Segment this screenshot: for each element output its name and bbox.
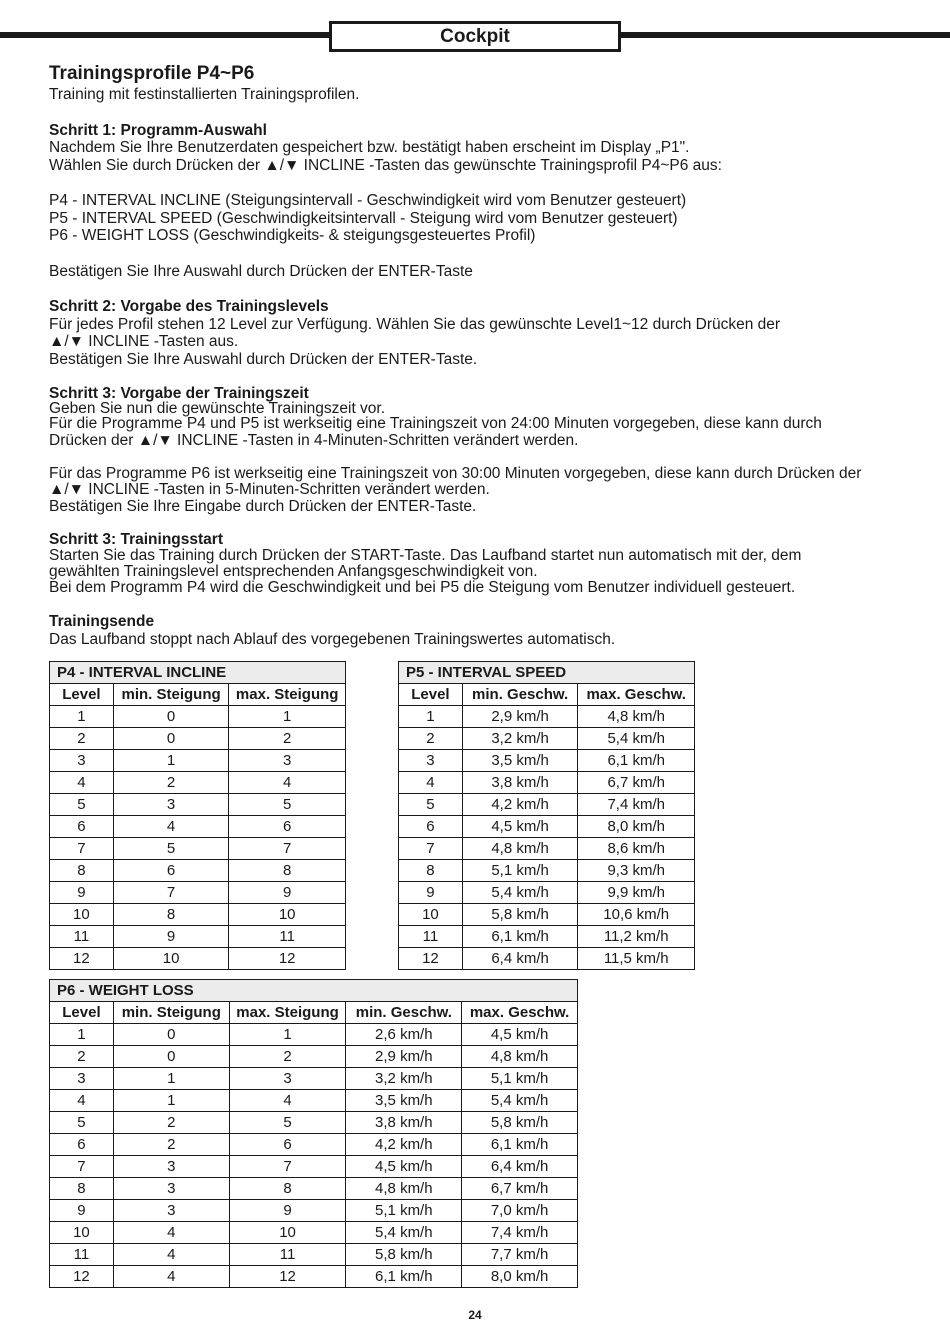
table-cell: 1 bbox=[113, 750, 229, 772]
table-cell: 4,5 km/h bbox=[462, 816, 578, 838]
table-row bbox=[50, 904, 346, 926]
table-cell: 4,2 km/h bbox=[346, 1134, 462, 1156]
step3-heading: Schritt 3: Vorgabe der Trainingszeit bbox=[49, 385, 309, 402]
table-cell: 7 bbox=[399, 838, 463, 860]
table-row bbox=[399, 794, 695, 816]
table-cell: 9 bbox=[399, 882, 463, 904]
table-cell: 3 bbox=[113, 1200, 229, 1222]
table-cell: 4 bbox=[113, 1244, 229, 1266]
table-cell: 10 bbox=[399, 904, 463, 926]
column-header: max. Steigung bbox=[229, 684, 346, 706]
table-caption: P4 - INTERVAL INCLINE bbox=[50, 662, 346, 684]
table-cell: 9 bbox=[229, 1200, 346, 1222]
table-row bbox=[50, 772, 346, 794]
table-cell: 1 bbox=[113, 1090, 229, 1112]
table-row bbox=[50, 926, 346, 948]
table-cell: 10,6 km/h bbox=[578, 904, 695, 926]
table-cell: 3 bbox=[50, 750, 114, 772]
table-cell: 10 bbox=[50, 1222, 114, 1244]
table-cell: 5,1 km/h bbox=[462, 860, 578, 882]
table-row bbox=[399, 838, 695, 860]
table-cell: 7 bbox=[113, 882, 229, 904]
table-cell: 8 bbox=[229, 1178, 346, 1200]
table-cell: 4 bbox=[113, 1222, 229, 1244]
table-cell: 6,7 km/h bbox=[462, 1178, 578, 1200]
table-cell: 12 bbox=[399, 948, 463, 970]
table-p6-weight-loss bbox=[49, 979, 578, 1288]
program-p4-description: P4 - INTERVAL INCLINE (Steigungsintervall - Geschwindigkeit wird vom Benutzer gesteuert) bbox=[49, 192, 687, 209]
table-cell: 7,0 km/h bbox=[462, 1200, 578, 1222]
column-header: min. Geschw. bbox=[462, 684, 578, 706]
table-cell: 12 bbox=[229, 948, 346, 970]
page-number: 24 bbox=[468, 1308, 482, 1322]
table-cell: 9 bbox=[50, 882, 114, 904]
table-cell: 2 bbox=[50, 1046, 114, 1068]
table-row bbox=[399, 904, 695, 926]
table-cell: 11,5 km/h bbox=[578, 948, 695, 970]
table-cell: 10 bbox=[50, 904, 114, 926]
table-cell: 0 bbox=[113, 706, 229, 728]
table-cell: 3 bbox=[50, 1068, 114, 1090]
table-cell: 9 bbox=[50, 1200, 114, 1222]
table-cell: 3,5 km/h bbox=[462, 750, 578, 772]
table-cell: 5,4 km/h bbox=[462, 1090, 578, 1112]
table-row bbox=[399, 816, 695, 838]
main-content bbox=[49, 62, 909, 648]
table-cell: 0 bbox=[113, 728, 229, 750]
column-header: min. Geschw. bbox=[346, 1002, 462, 1024]
table-row bbox=[50, 1090, 578, 1112]
table-row bbox=[50, 838, 346, 860]
column-header: max. Geschw. bbox=[578, 684, 695, 706]
step1-heading: Schritt 1: Programm-Auswahl bbox=[49, 121, 267, 139]
table-cell: 11 bbox=[229, 926, 346, 948]
table-cell: 8,0 km/h bbox=[578, 816, 695, 838]
table-cell: 7 bbox=[229, 838, 346, 860]
table-cell: 5 bbox=[50, 1112, 114, 1134]
table-cell: 2 bbox=[113, 1112, 229, 1134]
table-row bbox=[50, 1200, 578, 1222]
table-cell: 11 bbox=[399, 926, 463, 948]
table-cell: 6 bbox=[229, 816, 346, 838]
step4-text: Starten Sie das Training durch Drücken der START-Taste. Das Laufband startet nun automatisch mit der, dem bbox=[49, 547, 802, 564]
table-cell: 3 bbox=[113, 1156, 229, 1178]
table-cell: 3,8 km/h bbox=[346, 1112, 462, 1134]
table-cell: 4 bbox=[399, 772, 463, 794]
table-cell: 8 bbox=[50, 1178, 114, 1200]
table-row bbox=[50, 948, 346, 970]
table-row bbox=[50, 1244, 578, 1266]
step3-text: Für das Programme P6 ist werkseitig eine Trainingszeit von 30:00 Minuten vorgegeben, diese kann durch Drücken der bbox=[49, 465, 862, 482]
page-subtitle: Training mit festinstallierten Trainingsprofilen. bbox=[49, 86, 360, 103]
table-cell: 7,7 km/h bbox=[462, 1244, 578, 1266]
table-row bbox=[399, 860, 695, 882]
table-p5-interval-speed bbox=[398, 661, 695, 970]
step3-text: Drücken der ▲/▼ INCLINE -Tasten in 4-Minuten-Schritten verändert werden. bbox=[49, 432, 579, 449]
table-cell: 5,8 km/h bbox=[346, 1244, 462, 1266]
table-cell: 4 bbox=[229, 772, 346, 794]
table-cell: 4 bbox=[50, 772, 114, 794]
table-cell: 1 bbox=[50, 1024, 114, 1046]
table-cell: 2 bbox=[399, 728, 463, 750]
table-cell: 8,0 km/h bbox=[462, 1266, 578, 1288]
table-row bbox=[50, 794, 346, 816]
table-cell: 11 bbox=[50, 1244, 114, 1266]
table-cell: 8 bbox=[113, 904, 229, 926]
table-row bbox=[50, 706, 346, 728]
step1-text: Wählen Sie durch Drücken der ▲/▼ INCLINE -Tasten das gewünschte Trainingsprofil P4~P6 aus: bbox=[49, 156, 722, 174]
table-cell: 1 bbox=[229, 706, 346, 728]
column-header: Level bbox=[50, 684, 114, 706]
section-title: Cockpit bbox=[440, 25, 510, 47]
table-cell: 1 bbox=[399, 706, 463, 728]
table-row bbox=[50, 1046, 578, 1068]
table-cell: 10 bbox=[113, 948, 229, 970]
table-cell: 4,8 km/h bbox=[578, 706, 695, 728]
table-cell: 4 bbox=[113, 1266, 229, 1288]
table-row bbox=[50, 750, 346, 772]
step3-text: Bestätigen Sie Ihre Eingabe durch Drücken der ENTER-Taste. bbox=[49, 498, 477, 515]
table-cell: 4,8 km/h bbox=[346, 1178, 462, 1200]
step4-heading: Schritt 3: Trainingsstart bbox=[49, 531, 223, 548]
table-cell: 4 bbox=[229, 1090, 346, 1112]
table-cell: 2 bbox=[113, 772, 229, 794]
table-row bbox=[50, 860, 346, 882]
table-cell: 6 bbox=[50, 1134, 114, 1156]
table-cell: 6,1 km/h bbox=[462, 926, 578, 948]
step4-text: gewählten Trainingslevel entsprechenden Anfangsgeschwindigkeit von. bbox=[49, 563, 538, 580]
table-row bbox=[399, 728, 695, 750]
table-cell: 3 bbox=[229, 750, 346, 772]
program-p6-description: P6 - WEIGHT LOSS (Geschwindigkeits- & steigungsgesteuertes Profil) bbox=[49, 227, 536, 244]
step2-text: Bestätigen Sie Ihre Auswahl durch Drücken der ENTER-Taste. bbox=[49, 350, 478, 368]
table-caption: P6 - WEIGHT LOSS bbox=[50, 980, 578, 1002]
table-cell: 2 bbox=[229, 1046, 346, 1068]
table-row bbox=[399, 926, 695, 948]
table-cell: 8,6 km/h bbox=[578, 838, 695, 860]
table-cell: 4,5 km/h bbox=[346, 1156, 462, 1178]
table-cell: 11,2 km/h bbox=[578, 926, 695, 948]
column-header: max. Geschw. bbox=[462, 1002, 578, 1024]
table-cell: 5,4 km/h bbox=[346, 1222, 462, 1244]
table-cell: 6,7 km/h bbox=[578, 772, 695, 794]
table-cell: 2,6 km/h bbox=[346, 1024, 462, 1046]
step2-text: ▲/▼ INCLINE -Tasten aus. bbox=[49, 333, 239, 350]
step3-text: Geben Sie nun die gewünschte Trainingszeit vor. bbox=[49, 400, 386, 417]
table-cell: 4,2 km/h bbox=[462, 794, 578, 816]
table-row bbox=[50, 1156, 578, 1178]
table-cell: 0 bbox=[113, 1046, 229, 1068]
step3-text: ▲/▼ INCLINE -Tasten in 5-Minuten-Schritten verändert werden. bbox=[49, 481, 490, 498]
table-cell: 3 bbox=[113, 794, 229, 816]
table-cell: 4,8 km/h bbox=[462, 1046, 578, 1068]
step2-heading: Schritt 2: Vorgabe des Trainingslevels bbox=[49, 298, 329, 315]
table-cell: 5 bbox=[229, 1112, 346, 1134]
table-cell: 3 bbox=[399, 750, 463, 772]
section-title-box bbox=[329, 21, 621, 52]
table-cell: 8 bbox=[229, 860, 346, 882]
table-cell: 6 bbox=[229, 1134, 346, 1156]
table-cell: 1 bbox=[229, 1024, 346, 1046]
table-row bbox=[50, 1024, 578, 1046]
table-cell: 5,1 km/h bbox=[462, 1068, 578, 1090]
table-row bbox=[399, 772, 695, 794]
table-cell: 7 bbox=[229, 1156, 346, 1178]
program-p5-description: P5 - INTERVAL SPEED (Geschwindigkeitsintervall - Steigung wird vom Benutzer gesteuert) bbox=[49, 209, 678, 227]
table-cell: 9 bbox=[113, 926, 229, 948]
table-cell: 4,5 km/h bbox=[462, 1024, 578, 1046]
table-cell: 4 bbox=[113, 816, 229, 838]
table-row bbox=[50, 882, 346, 904]
end-heading: Trainingsende bbox=[49, 613, 155, 630]
table-cell: 6 bbox=[113, 860, 229, 882]
table-cell: 2 bbox=[113, 1134, 229, 1156]
table-cell: 7,4 km/h bbox=[578, 794, 695, 816]
table-cell: 9,9 km/h bbox=[578, 882, 695, 904]
table-row bbox=[50, 1134, 578, 1156]
table-cell: 5 bbox=[113, 838, 229, 860]
table-p4-interval-incline bbox=[49, 661, 346, 970]
table-cell: 6,4 km/h bbox=[462, 1156, 578, 1178]
table-row bbox=[50, 816, 346, 838]
table-row bbox=[399, 882, 695, 904]
table-cell: 5,4 km/h bbox=[462, 882, 578, 904]
table-cell: 1 bbox=[113, 1068, 229, 1090]
table-cell: 3,8 km/h bbox=[462, 772, 578, 794]
table-row bbox=[50, 1222, 578, 1244]
table-cell: 5 bbox=[229, 794, 346, 816]
table-cell: 6,4 km/h bbox=[462, 948, 578, 970]
step1-confirm: Bestätigen Sie Ihre Auswahl durch Drücken der ENTER-Taste bbox=[49, 262, 473, 280]
table-cell: 7 bbox=[50, 1156, 114, 1178]
table-cell: 2 bbox=[50, 728, 114, 750]
table-row bbox=[399, 750, 695, 772]
table-cell: 1 bbox=[50, 706, 114, 728]
table-cell: 12 bbox=[229, 1266, 346, 1288]
table-cell: 2,9 km/h bbox=[346, 1046, 462, 1068]
table-cell: 8 bbox=[50, 860, 114, 882]
table-cell: 9,3 km/h bbox=[578, 860, 695, 882]
table-cell: 4 bbox=[50, 1090, 114, 1112]
table-cell: 7,4 km/h bbox=[462, 1222, 578, 1244]
table-cell: 2 bbox=[229, 728, 346, 750]
table-cell: 2,9 km/h bbox=[462, 706, 578, 728]
end-text: Das Laufband stoppt nach Ablauf des vorgegebenen Trainingswertes automatisch. bbox=[49, 630, 616, 648]
table-row bbox=[399, 706, 695, 728]
table-cell: 5,4 km/h bbox=[578, 728, 695, 750]
table-cell: 12 bbox=[50, 1266, 114, 1288]
table-row bbox=[50, 1112, 578, 1134]
step4-text: Bei dem Programm P4 wird die Geschwindigkeit und bei P5 die Steigung vom Benutzer individuell gesteuert. bbox=[49, 579, 796, 596]
table-cell: 7 bbox=[50, 838, 114, 860]
table-cell: 9 bbox=[229, 882, 346, 904]
table-cell: 3,2 km/h bbox=[462, 728, 578, 750]
column-header: min. Steigung bbox=[113, 684, 229, 706]
table-cell: 5,1 km/h bbox=[346, 1200, 462, 1222]
table-cell: 6 bbox=[50, 816, 114, 838]
table-cell: 6,1 km/h bbox=[578, 750, 695, 772]
table-cell: 10 bbox=[229, 1222, 346, 1244]
table-cell: 5,8 km/h bbox=[462, 904, 578, 926]
table-row bbox=[50, 1068, 578, 1090]
table-cell: 5 bbox=[399, 794, 463, 816]
step1-text: Nachdem Sie Ihre Benutzerdaten gespeichert bzw. bestätigt haben erscheint im Display „P1". bbox=[49, 139, 690, 156]
table-cell: 6,1 km/h bbox=[346, 1266, 462, 1288]
column-header: Level bbox=[50, 1002, 114, 1024]
table-cell: 5 bbox=[50, 794, 114, 816]
table-cell: 8 bbox=[399, 860, 463, 882]
column-header: max. Steigung bbox=[229, 1002, 346, 1024]
step3-text: Für die Programme P4 und P5 ist werkseitig eine Trainingszeit von 24:00 Minuten vorgegeben, diese kann durch bbox=[49, 415, 822, 432]
table-cell: 3 bbox=[113, 1178, 229, 1200]
column-header: Level bbox=[399, 684, 463, 706]
page-title: Trainingsprofile P4~P6 bbox=[49, 63, 255, 84]
table-cell: 6 bbox=[399, 816, 463, 838]
column-header: min. Steigung bbox=[113, 1002, 229, 1024]
table-row bbox=[50, 728, 346, 750]
table-cell: 3 bbox=[229, 1068, 346, 1090]
table-cell: 6,1 km/h bbox=[462, 1134, 578, 1156]
table-row bbox=[399, 948, 695, 970]
step2-text: Für jedes Profil stehen 12 Level zur Verfügung. Wählen Sie das gewünschte Level1~12 durch Drücken der bbox=[49, 315, 781, 333]
table-row bbox=[50, 1178, 578, 1200]
table-cell: 10 bbox=[229, 904, 346, 926]
table-cell: 4,8 km/h bbox=[462, 838, 578, 860]
table-cell: 3,2 km/h bbox=[346, 1068, 462, 1090]
table-cell: 12 bbox=[50, 948, 114, 970]
table-cell: 0 bbox=[113, 1024, 229, 1046]
table-cell: 5,8 km/h bbox=[462, 1112, 578, 1134]
table-caption: P5 - INTERVAL SPEED bbox=[399, 662, 695, 684]
table-cell: 11 bbox=[229, 1244, 346, 1266]
table-cell: 3,5 km/h bbox=[346, 1090, 462, 1112]
table-row bbox=[50, 1266, 578, 1288]
table-cell: 11 bbox=[50, 926, 114, 948]
